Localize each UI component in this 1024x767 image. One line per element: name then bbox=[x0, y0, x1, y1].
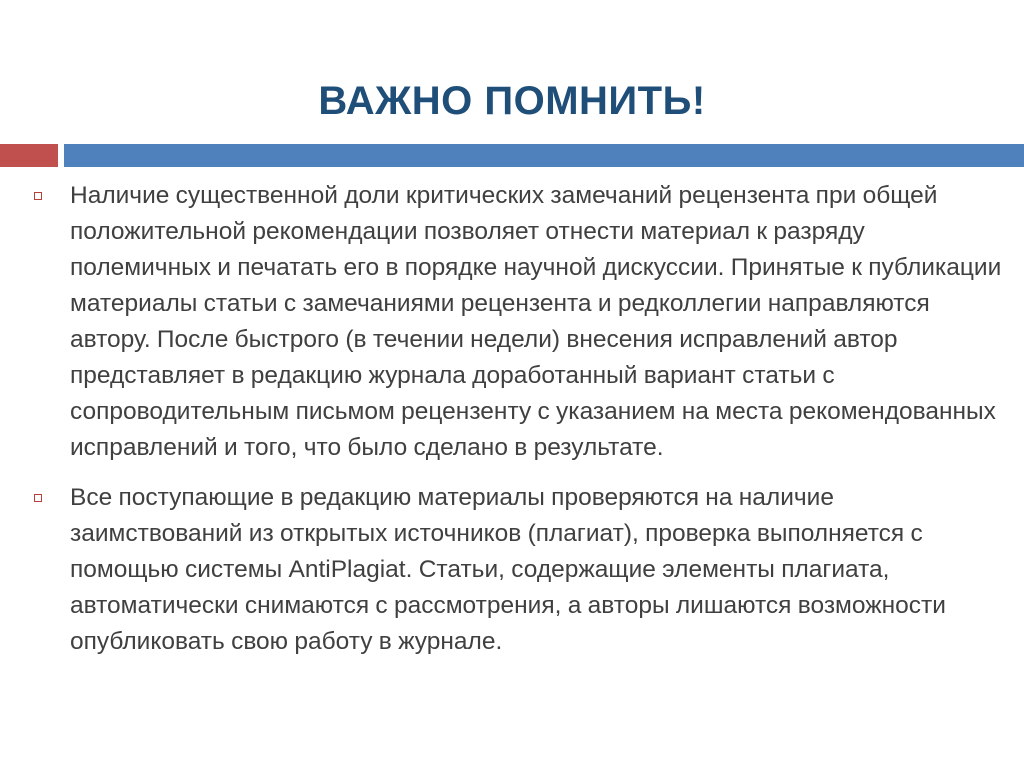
slide-title: ВАЖНО ПОМНИТЬ! bbox=[318, 78, 706, 123]
square-bullet-icon bbox=[34, 494, 42, 502]
bullet-item bbox=[28, 480, 1012, 660]
bullet-text: Все поступающие в редакцию материалы проверяются на наличие заимствований из открытых источников (плагиат), проверка выполняется с помощью системы AntiPlagiat. Статьи, содержащие элементы плагиата, автоматически снимаются с рассмотрения, а авторы лишаются возможности опубликовать свою работу в журнале. bbox=[70, 484, 946, 655]
bullet-item bbox=[28, 178, 1012, 466]
accent-bar-blue bbox=[64, 144, 1024, 167]
bullet-text: Наличие существенной доли критических замечаний рецензента при общей положительной рекомендации позволяет отнести материал к разряду полемичных и печатать его в порядке научной дискуссии. Принятые к публикации материалы статьи с замечаниями рецензента и редколлегии направляются автору. После быстрого (в течении недели) внесения исправлений автор представляет в редакцию журнала доработанный вариант статьи с сопроводительным письмом рецензенту с указанием на места рекомендованных исправлений и того, что было сделано в результате. bbox=[70, 182, 1002, 461]
accent-bar-red bbox=[0, 144, 58, 167]
slide-body bbox=[28, 178, 1012, 674]
square-bullet-icon bbox=[34, 192, 42, 200]
